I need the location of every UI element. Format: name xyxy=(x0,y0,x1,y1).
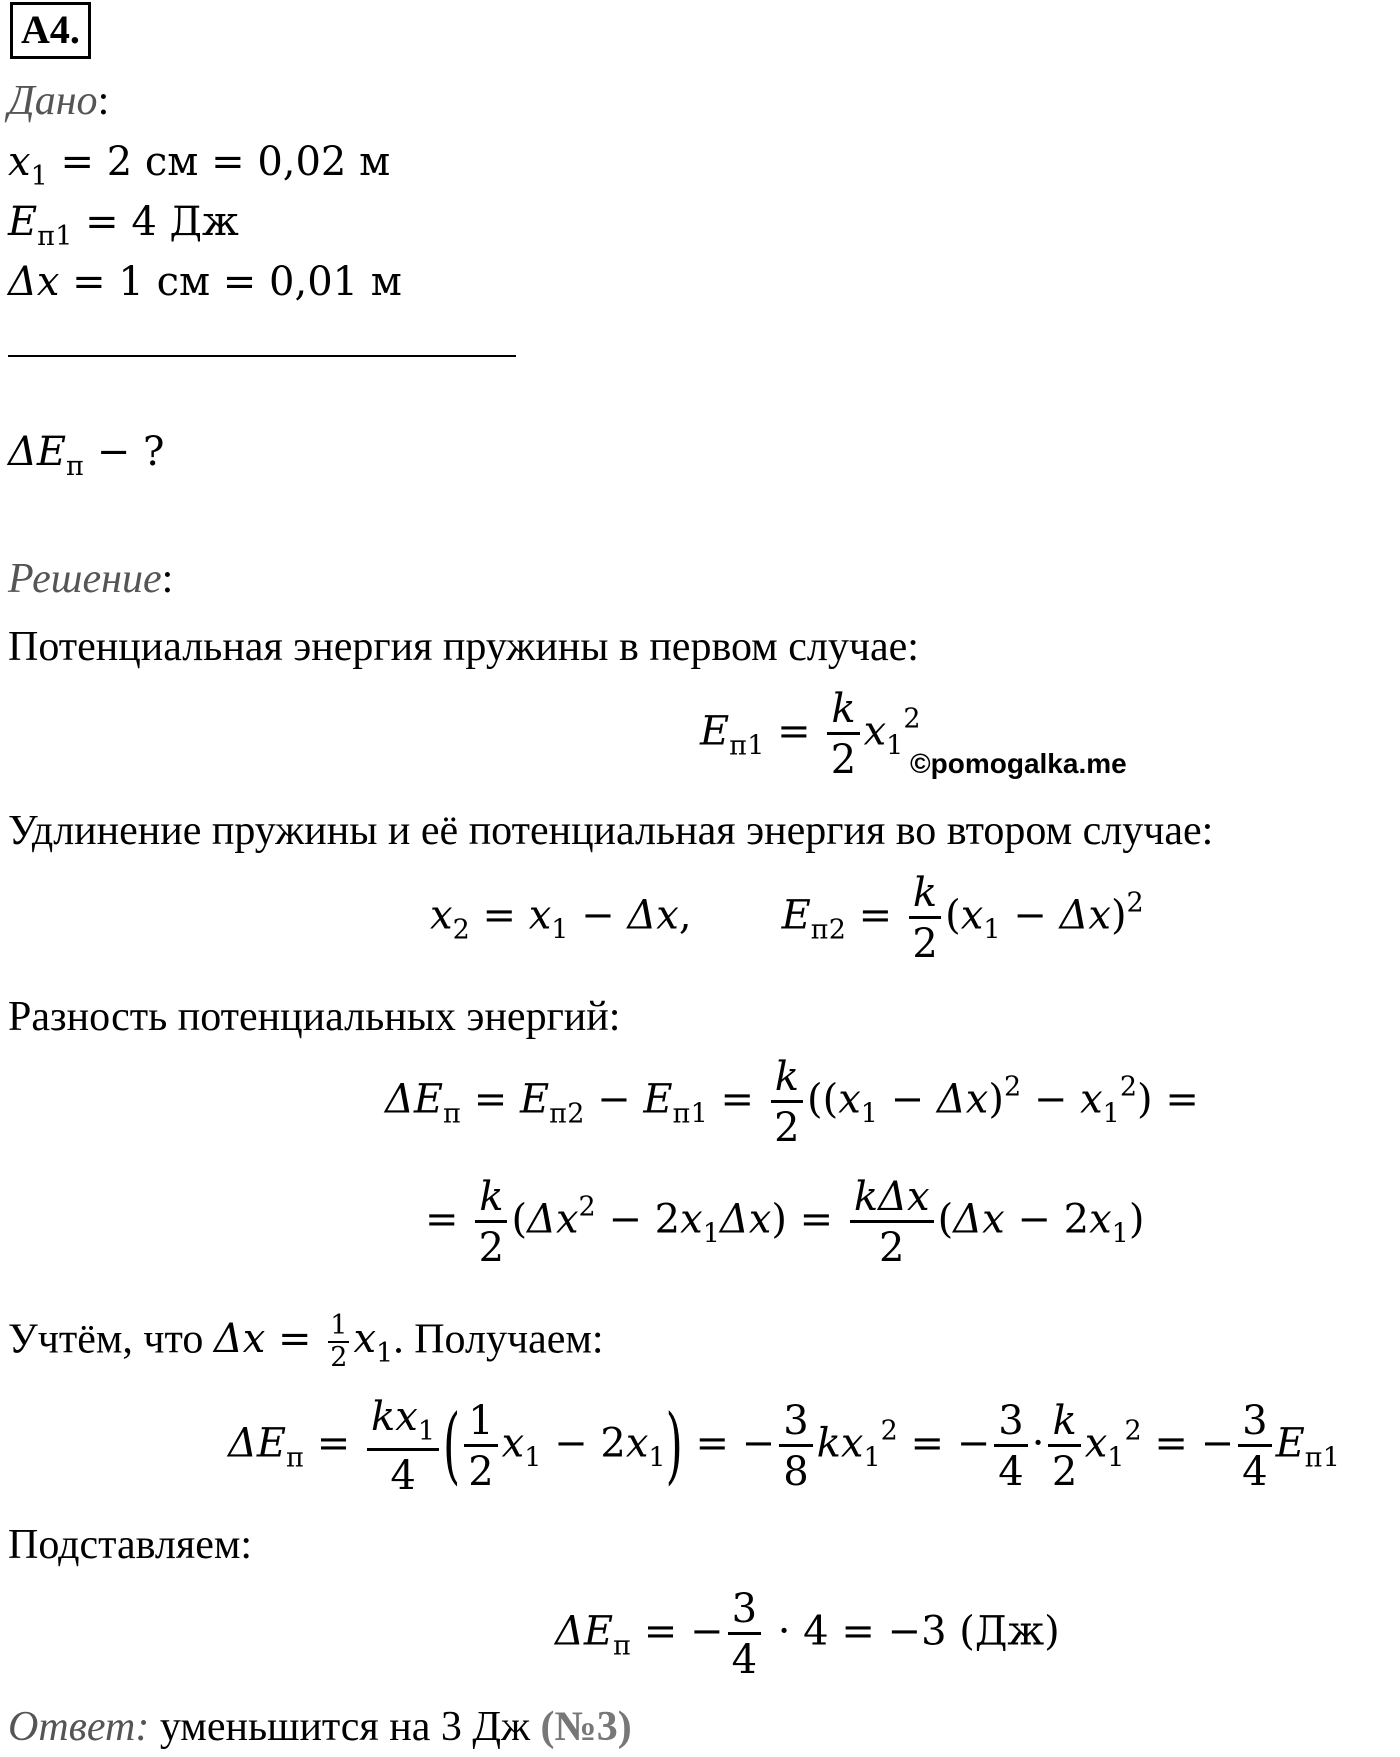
solution-paragraph-5: Подставляем: xyxy=(8,1522,253,1568)
formula-delta-e-final-expr: $\Delta E_п$ = $\frac{kx_1}{4}$ ( $\frac{1}{2}$ $x_1 - 2x_1$) = − $\frac{3}{8}$ $kx_1^2$ = − $\frac{3}{4}$ · $\frac{k}{2}$ $x_1^2$ = − $\frac{3}{4}$ $E_{п1}$ xyxy=(228,1394,1340,1500)
answer-ref: (№3) xyxy=(540,1704,632,1750)
formula-e1: $E_{п1}$ = $\frac{k}{2}$ $x_1^2$ xyxy=(700,686,921,783)
solution-paragraph-1: Потенциальная энергия пружины в первом случае: xyxy=(8,624,919,670)
formula-x2-e2: $x_2 = x_1 - \Delta x$, $E_{п2}$ = $\frac{k}{2}$ $(x_1 - \Delta x)^2$ xyxy=(430,870,1144,967)
formula-delta-e-line1: $\Delta E_п = E_{п2} - E_{п1}$ = $\frac{k}{2}$ $((x_1 - \Delta x)^2 - x_1^2)$ = xyxy=(385,1054,1199,1151)
answer-line xyxy=(8,1706,632,1748)
find-quantity: $\Delta E_п$ − ? xyxy=(8,429,165,482)
solution-paragraph-3: Разность потенциальных энергий: xyxy=(8,994,621,1040)
formula-final-value: $\Delta E_п$ = − $\frac{3}{4}$ · 4 = −3 (Дж) xyxy=(555,1586,1060,1683)
given-dx: Δx = 1 см = 0,01 м xyxy=(8,259,402,305)
formula-delta-e-line2: = $\frac{k}{2}$ $(\Delta x^2 - 2x_1\Delta x)$ = $\frac{\text{kΔx}}{2}$ $(\Delta x - 2x_1)$ xyxy=(425,1174,1145,1271)
answer-text: уменьшится на 3 Дж xyxy=(149,1704,531,1750)
given-heading: Дано: xyxy=(8,78,110,124)
solution-paragraph-2: Удлинение пружины и её потенциальная энергия во втором случае: xyxy=(8,808,1214,854)
solution-paragraph-4: Учтём, что Δx = $\frac{1}{2}$ $x_1$. Получаем: xyxy=(8,1310,604,1374)
watermark: ©pomogalka.me xyxy=(910,748,1127,779)
given-e1: $E_{п1} = 4$ Дж xyxy=(8,199,239,252)
given-divider xyxy=(8,355,516,357)
solution-heading: Решение: xyxy=(8,556,174,602)
given-x1: $x_1 = 2$ см = 0,02 м xyxy=(8,139,391,192)
answer-label: Ответ: xyxy=(8,1704,150,1750)
task-number-badge xyxy=(10,6,91,53)
task-label: А4. xyxy=(10,2,91,59)
